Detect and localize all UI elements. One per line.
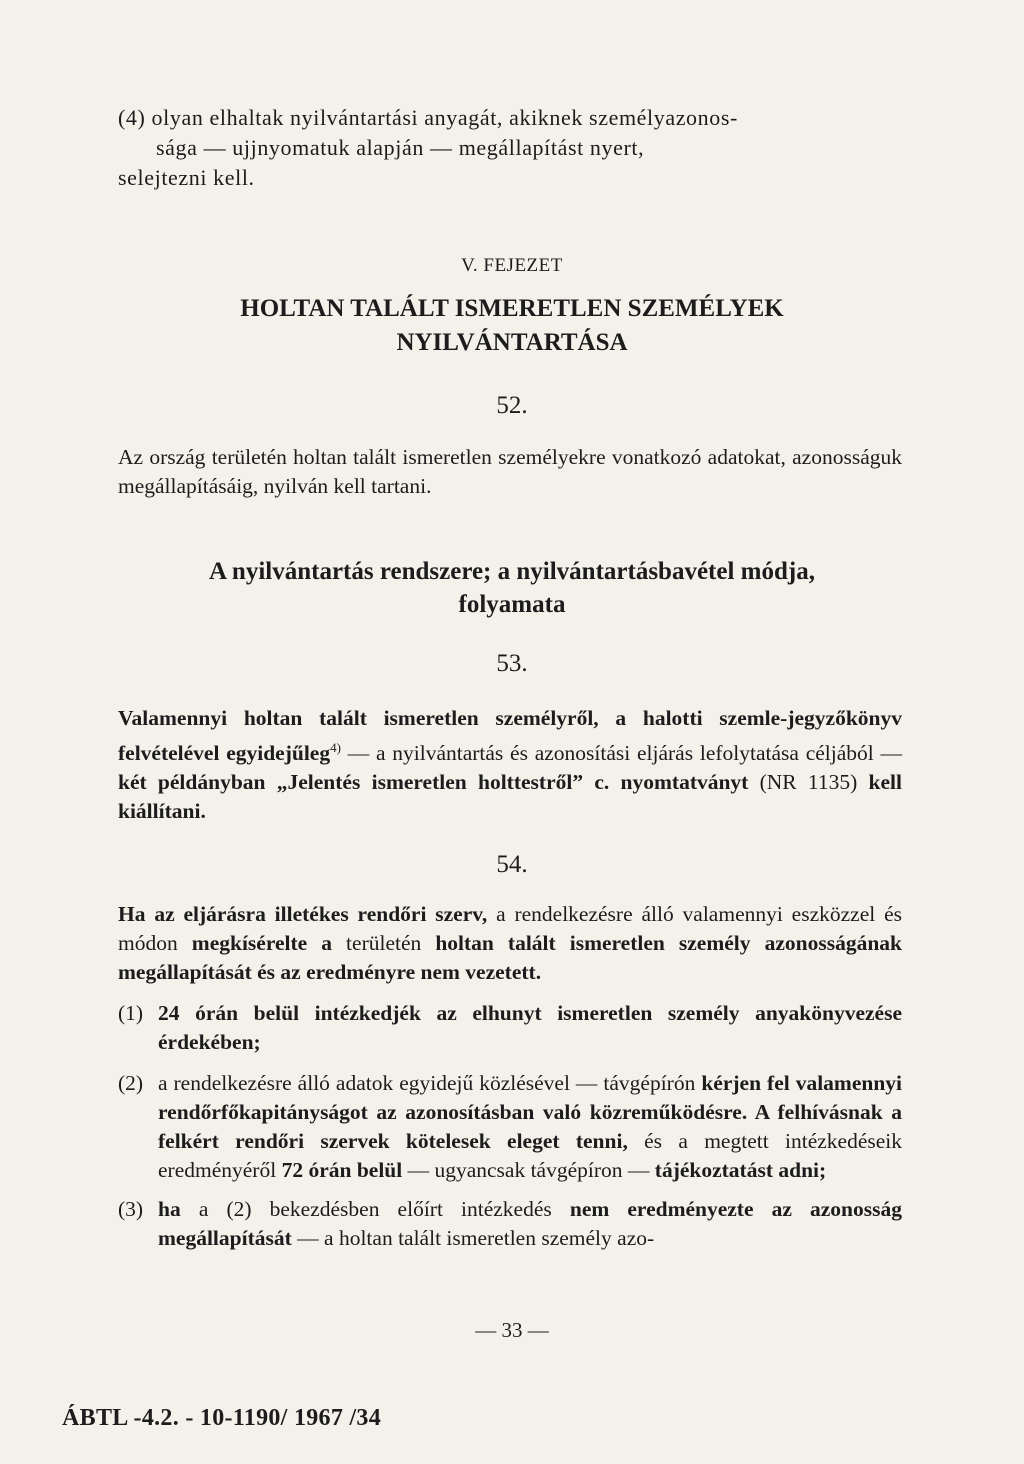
list-item-number: (1) [118,1001,144,1025]
subsection-title-line-1: A nyilvántartás rendszere; a nyilvántartásbavétel módja, [209,558,815,585]
section-52-number: 52. [496,392,528,419]
list-item-text [158,1069,902,1185]
section-53-part-4: (NR 1135) [748,770,869,795]
item-2-part-5: — ugyancsak távgépíron — [402,1158,655,1182]
intro-paragraph [118,103,902,193]
section-53-part-3: két példányban „Jelentés ismeretlen holttestről” c. nyomtatványt [118,770,749,795]
chapter-label: V. FEJEZET [461,255,563,276]
section-52-text: Az ország területén holtan talált ismeretlen személyekre vonatkozó adatokat, azonosságuk megállapításáig, nyilván kell tartani. [118,445,902,498]
subsection-title [0,555,1024,621]
item-3-part-3: nem eredményezte az azonosság megállapítását [158,1197,902,1250]
item-2-part-1: a rendelkezésre álló adatok egyidejű közlésével — távgépírón [158,1071,702,1095]
section-54-part-3: megkísérelte a [191,931,332,955]
section-53-part-2: — a nyilvántartás és azonosítási eljárás lefolytatása céljából — [340,741,902,766]
section-53-part-5: kell kiállítani. [118,770,902,824]
section-54-part-1: Ha az eljárásra illetékes rendőri szerv, [118,902,488,926]
item-2-part-6: tájékoztatást adni; [654,1158,827,1182]
section-54-number: 54. [496,851,528,878]
archive-reference: ÁBTL -4.2. - 10-1190/ 1967 /34 [62,1405,382,1431]
list-item-1 [118,999,902,1057]
intro-line-2: sága — ujjnyomatuk alapján — megállapítást nyert, [156,135,645,160]
list-item-text [158,1195,902,1253]
list-item-number: (3) [118,1197,144,1221]
item-2-part-2: kérjen fel valamennyi rendőrfőkapitányságot az azonosításban való közreműködésre. A felhívásnak a felkért rendőri szervek kötelesek eleget tenni, [158,1071,903,1153]
chapter-title-line-2: NYILVÁNTARTÁSA [396,329,628,356]
section-54-part-4: területén [332,931,436,955]
list-item-3 [118,1195,902,1253]
item-3-part-2: a (2) bekezdésben előírt intézkedés [180,1197,570,1221]
list-item-2 [118,1069,902,1185]
chapter-title [0,292,1024,360]
section-54-intro [118,900,902,987]
chapter-title-line-1: HOLTAN TALÁLT ISMERETLEN SZEMÉLYEK [240,295,784,322]
section-54-text [118,900,902,1253]
list-item-text: 24 órán belül intézkedjék az elhunyt ismeretlen személy anyakönyvezése érdekében; [158,1001,902,1054]
section-53-part-1: Valamennyi holtan talált ismeretlen személyről, a halotti szemle-jegyzőkönyv felvételével egyidejűleg [118,706,902,766]
intro-line-1: (4) olyan elhaltak nyilvántartási anyagát, akiknek személyazonos- [118,105,738,130]
section-53-text [118,704,902,826]
section-54-part-2: a rendelkezésre álló valamennyi eszközzel és módon [118,902,902,955]
item-2-part-3: és a megtett intézkedéseik eredményéről [158,1129,902,1182]
subsection-title-line-2: folyamata [458,591,566,618]
footnote-ref: 4) [330,740,341,755]
section-53-number: 53. [496,650,528,677]
list-item-number: (2) [118,1071,144,1095]
section-54-part-5: holtan talált ismeretlen személy azonosságának megállapítását és az eredményre nem vezetett. [118,931,902,984]
intro-line-3: selejtezni kell. [118,165,255,190]
page-number: — 33 — [475,1318,549,1342]
item-2-part-4: 72 órán belül [281,1158,403,1182]
item-3-part-1: ha [158,1197,181,1221]
item-3-part-4: — a holtan talált ismeretlen személy azo- [291,1226,655,1250]
